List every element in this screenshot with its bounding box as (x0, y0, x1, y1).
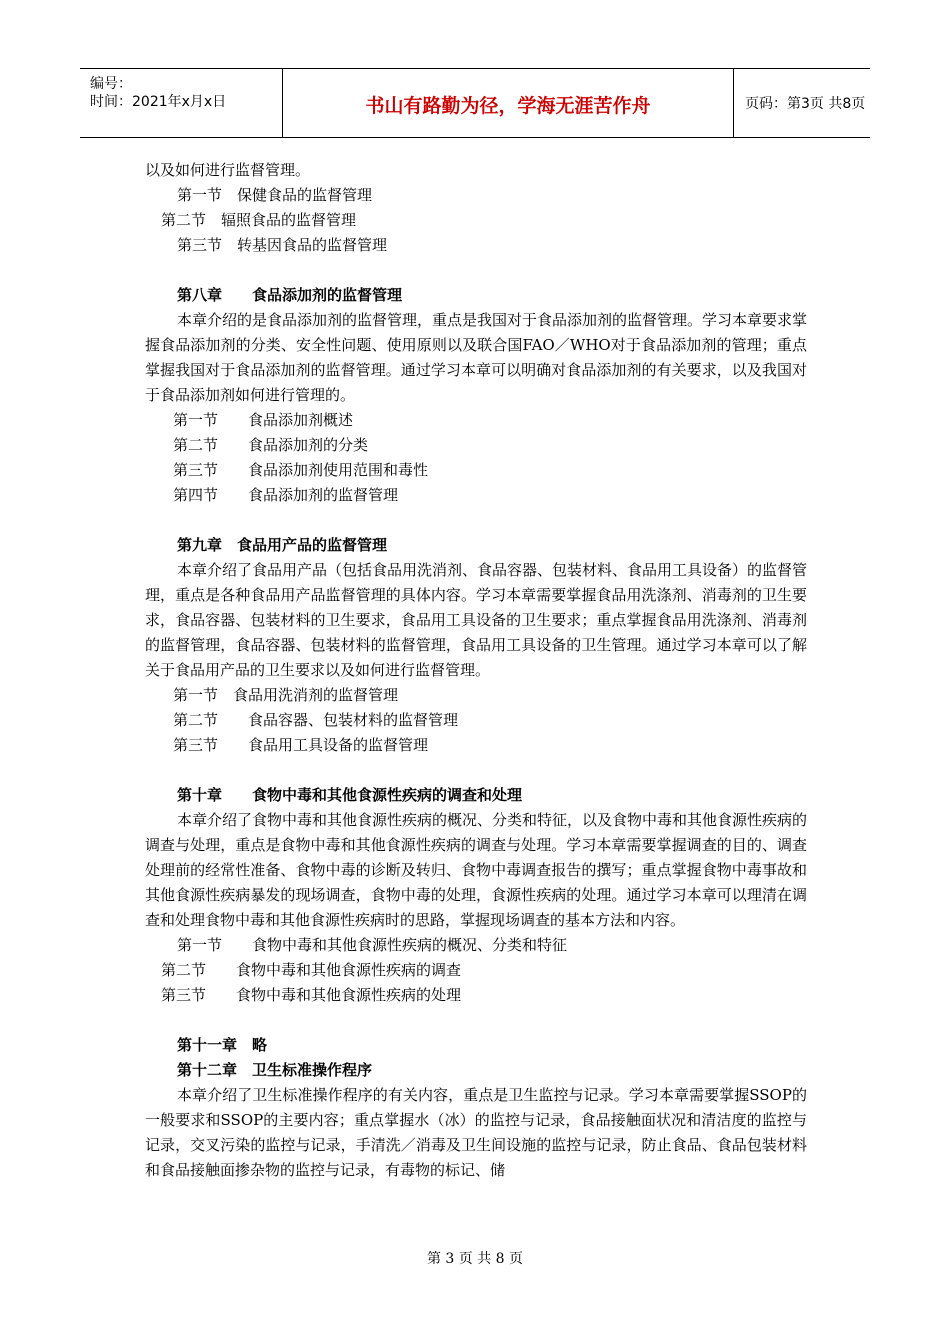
ch10-section-2: 第二节 食物中毒和其他食源性疾病的调查 (161, 961, 462, 979)
time-label: 时间：2021年x月x日 (90, 94, 227, 110)
chapter-8-text: 本章介绍的是食品添加剂的监督管理，重点是我国对于食品添加剂的监督管理。学习本章要求掌握食品添加剂的分类、安全性问题、使用原则以及联合国FAO／WHO对于食品添加剂的管理；重点掌握我国对于食品添加剂的监督管理。通过学习本章可以明确对食品添加剂的有关要求，以及我国对于食品添加剂如何进行管理的。 (145, 311, 808, 404)
document-body (145, 158, 807, 1183)
chapter-10-title: 第十章 食物中毒和其他食源性疾病的调查和处理 (177, 786, 523, 804)
ch8-section-1: 第一节 食品添加剂概述 (173, 411, 354, 429)
ch9-section-2: 第二节 食品容器、包装材料的监督管理 (173, 711, 459, 729)
ch9-section-1: 第一节 食品用洗消剂的监督管理 (173, 686, 399, 704)
header-center-cell (282, 69, 734, 137)
number-label: 编号： (90, 76, 132, 92)
ch7-section-1: 第一节 保健食品的监督管理 (177, 186, 373, 204)
ch8-section-3: 第三节 食品添加剂使用范围和毒性 (173, 461, 429, 479)
ch8-section-4: 第四节 食品添加剂的监督管理 (173, 486, 399, 504)
chapter-9-text: 本章介绍了食品用产品（包括食品用洗消剂、食品容器、包装材料、食品用工具设备）的监督管理，重点是各种食品用产品监督管理的具体内容。学习本章需要掌握食品用洗涤剂、消毒剂的卫生要求，食品容器、包装材料的卫生要求，食品用工具设备的卫生要求；重点掌握食品用洗涤剂、消毒剂的监督管理，食品容器、包装材料的监督管理，食品用工具设备的卫生管理。通过学习本章可以了解关于食品用产品的卫生要求以及如何进行监督管理。 (145, 561, 808, 679)
ch10-section-1: 第一节 食物中毒和其他食源性疾病的概况、分类和特征 (177, 936, 568, 954)
header-left-cell (80, 69, 282, 137)
chapter-12-text: 本章介绍了卫生标准操作程序的有关内容，重点是卫生监控与记录。学习本章需要掌握SSOP的一般要求和SSOP的主要内容；重点掌握水（冰）的监控与记录，食品接触面状况和清洁度的监控与记录，交叉污染的监控与记录，手清洗／消毒及卫生间设施的监控与记录，防止食品、食品包装材料和食品接触面掺杂物的监控与记录，有毒物的标记、储 (145, 1086, 807, 1179)
header-right-cell (733, 69, 870, 137)
page-header (80, 68, 870, 138)
chapter-9-title: 第九章 食品用产品的监督管理 (177, 536, 388, 554)
chapter-10-text: 本章介绍了食物中毒和其他食源性疾病的概况、分类和特征，以及食物中毒和其他食源性疾病的调查与处理，重点是食物中毒和其他食源性疾病的调查与处理。学习本章需要掌握调查的目的、调查处理前的经常性准备、食物中毒的诊断及转归、食物中毒调查报告的撰写；重点掌握食物中毒事故和其他食源性疾病暴发的现场调查，食物中毒的处理，食源性疾病的处理。通过学习本章可以理清在调查和处理食物中毒和其他食源性疾病时的思路，掌握现场调查的基本方法和内容。 (145, 811, 808, 929)
intro-tail: 以及如何进行监督管理。 (145, 161, 311, 179)
page-footer: 第 3 页 共 8 页 (426, 1251, 524, 1267)
ch8-section-2: 第二节 食品添加剂的分类 (173, 436, 369, 454)
motto: 书山有路勤为径，学海无涯苦作舟 (365, 95, 651, 117)
chapter-12-title: 第十二章 卫生标准操作程序 (177, 1061, 373, 1079)
ch7-section-2: 第二节 辐照食品的监督管理 (161, 211, 357, 229)
chapter-11-title: 第十一章 略 (177, 1036, 268, 1054)
chapter-8-title: 第八章 食品添加剂的监督管理 (177, 286, 403, 304)
page-code: 页码：第3页 共8页 (745, 96, 866, 112)
ch9-section-3: 第三节 食品用工具设备的监督管理 (173, 736, 429, 754)
ch10-section-3: 第三节 食物中毒和其他食源性疾病的处理 (161, 986, 462, 1004)
ch7-section-3: 第三节 转基因食品的监督管理 (177, 236, 388, 254)
